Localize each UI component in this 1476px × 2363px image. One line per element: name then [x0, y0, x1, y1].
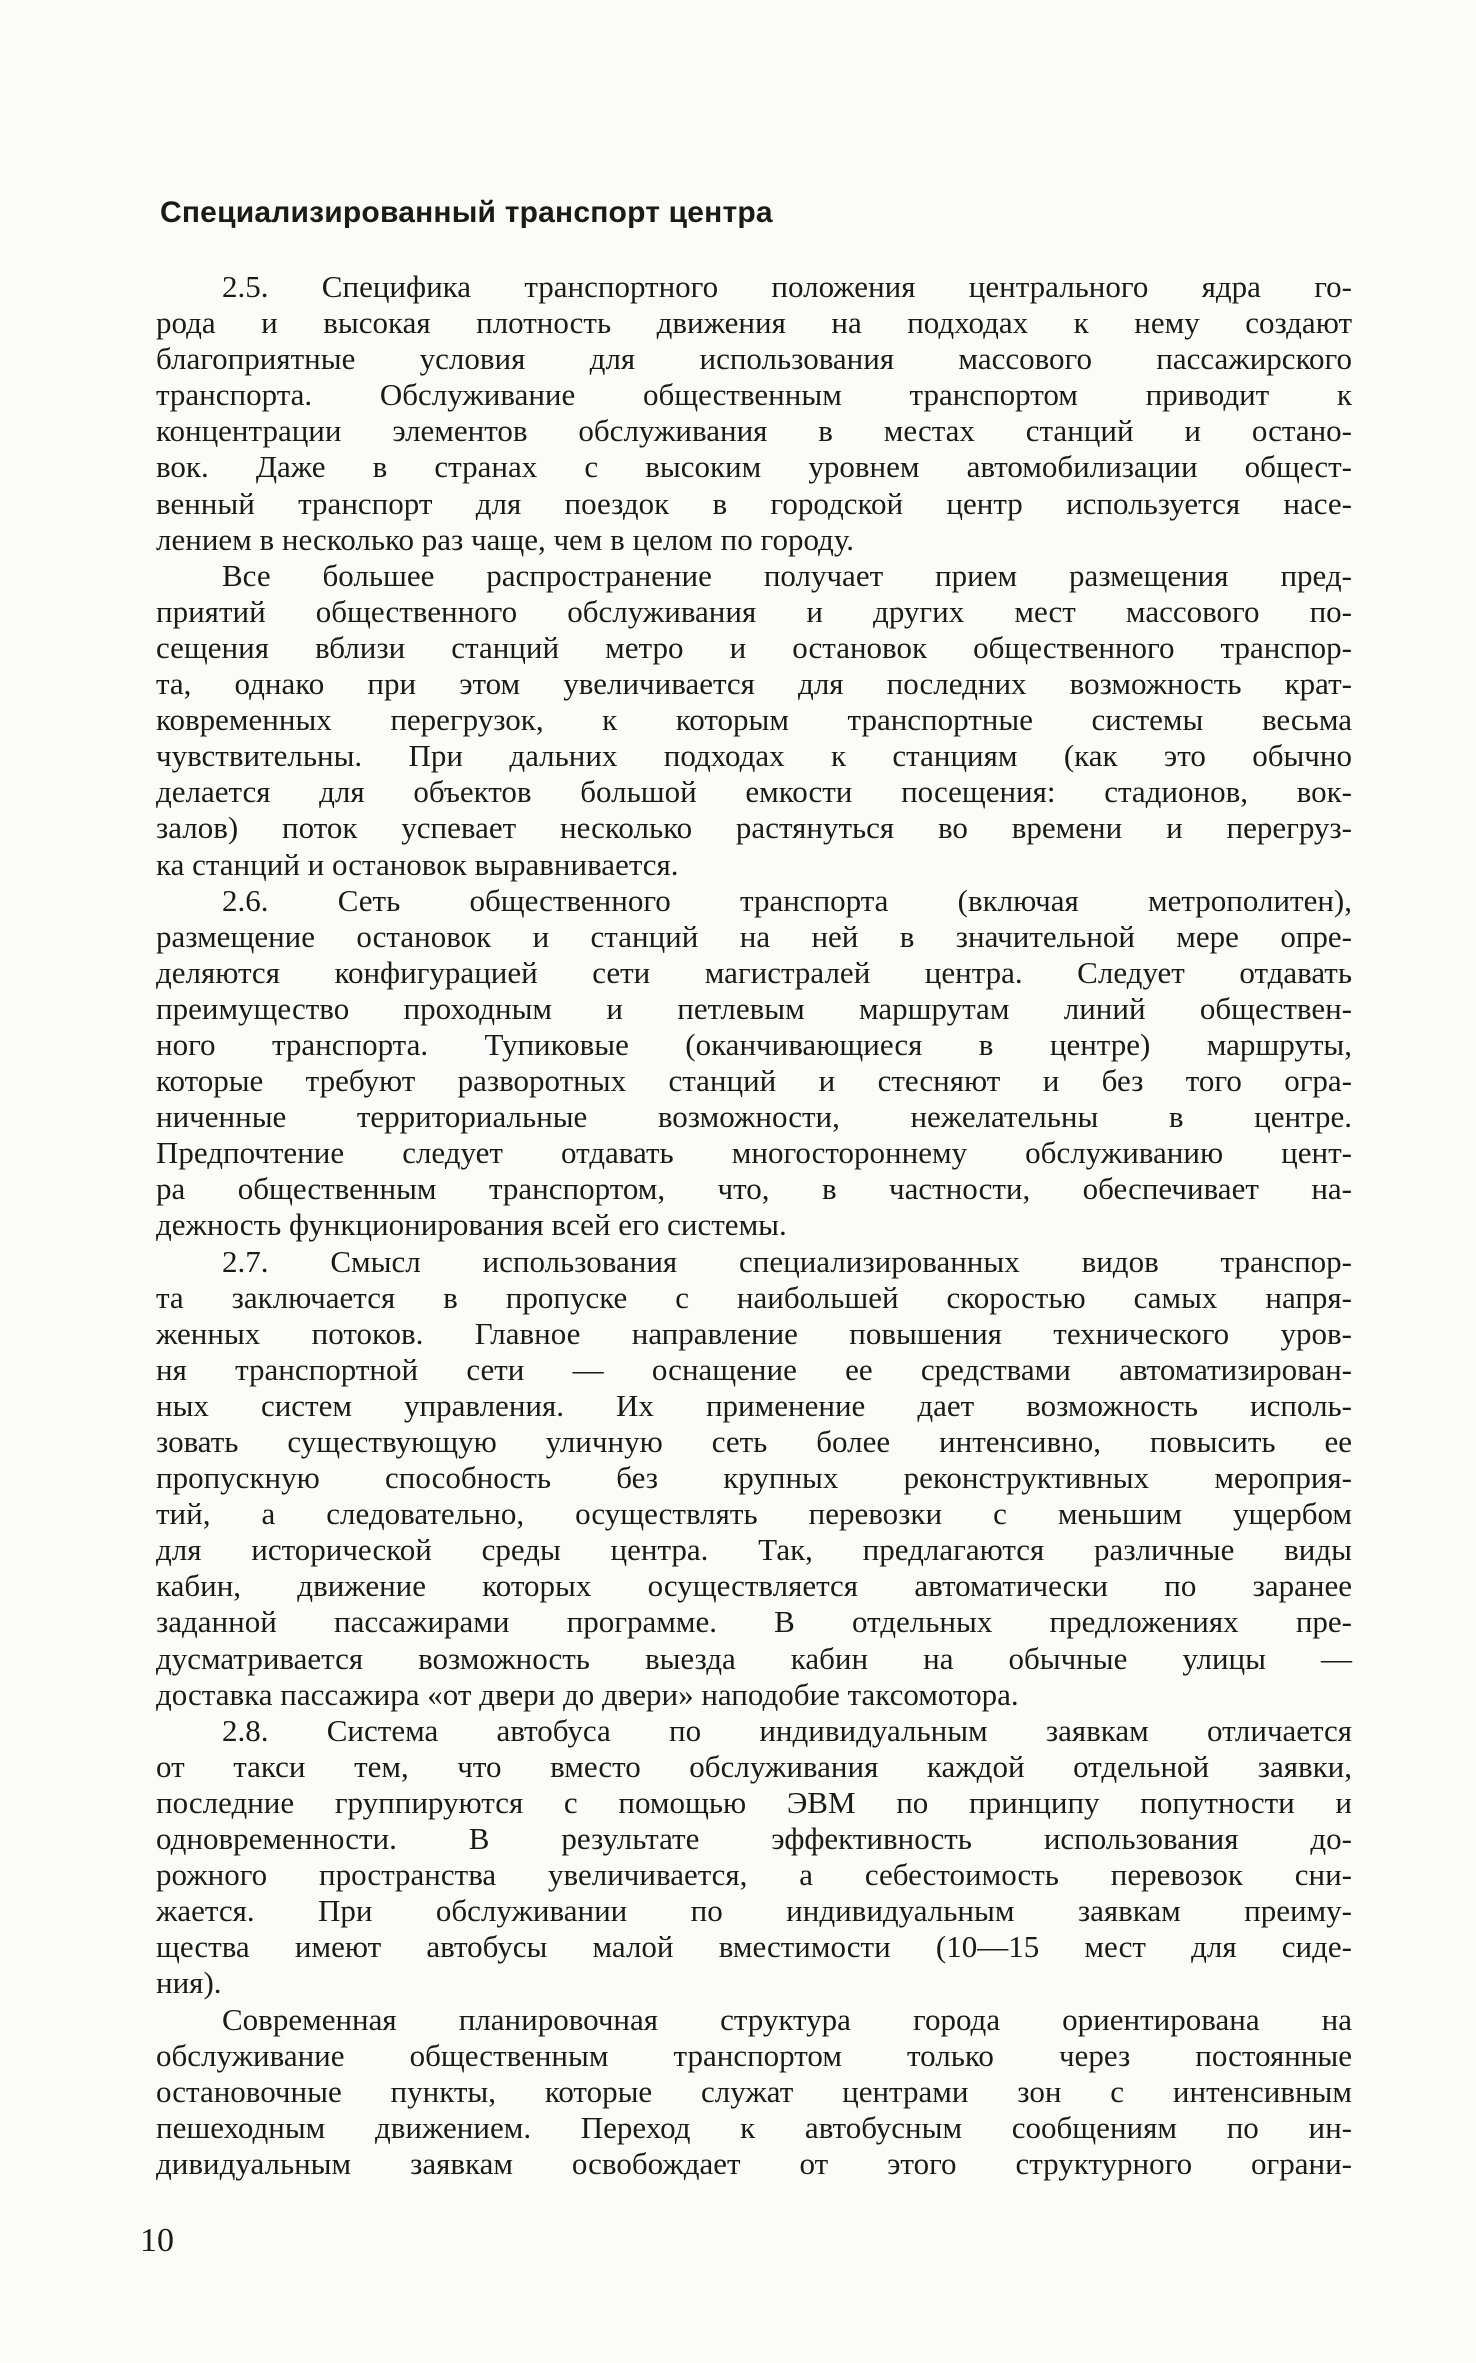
text-line: ниченные территориальные возможности, нежелательны в центре. [156, 1099, 1352, 1135]
text-line: деляются конфигурацией сети магистралей центра. Следует отдавать [156, 954, 1352, 990]
text-line: залов) поток успевает несколько растянуться во времени и перегруз- [156, 810, 1352, 846]
text-line: ня транспортной сети — оснащение ее средствами автоматизирован- [156, 1351, 1352, 1387]
text-line: Все большее распространение получает прием размещения пред- [222, 557, 1352, 593]
page-number: 10 [140, 2222, 174, 2259]
text-line: приятий общественного обслуживания и других мест массового по- [156, 593, 1352, 629]
text-line: заданной пассажирами программе. В отдельных предложениях пре- [156, 1604, 1352, 1640]
text-line: ковременных перегрузок, к которым транспортные системы весьма [156, 702, 1352, 738]
text-line: дивидуальным заявкам освобождает от этого структурного ограни- [156, 2145, 1352, 2181]
text-line: дусматривается возможность выезда кабин на обычные улицы — [156, 1640, 1352, 1676]
body-text [156, 269, 1352, 2182]
text-line: ния). [156, 1965, 222, 2001]
text-line: вок. Даже в странах с высоким уровнем автомобилизации общест- [156, 449, 1352, 485]
text-line: кабин, движение которых осуществляется автоматически по заранее [156, 1568, 1352, 1604]
text-line: щества имеют автобусы малой вместимости (10—15 мест для сиде- [156, 1929, 1352, 1965]
text-line: ка станций и остановок выравнивается. [156, 846, 679, 882]
text-line: Предпочтение следует отдавать многостороннему обслуживанию цент- [156, 1135, 1352, 1171]
text-line: ного транспорта. Тупиковые (оканчивающиеся в центре) маршруты, [156, 1026, 1352, 1062]
text-line: жается. При обслуживании по индивидуальным заявкам преиму- [156, 1893, 1352, 1929]
text-line: та, однако при этом увеличивается для последних возможность крат- [156, 666, 1352, 702]
text-line: делается для объектов большой емкости посещения: стадионов, вок- [156, 774, 1352, 810]
text-line: тий, а следовательно, осуществлять перевозки с меньшим ущербом [156, 1496, 1352, 1532]
text-line: размещение остановок и станций на ней в значительной мере опре- [156, 918, 1352, 954]
text-line: концентрации элементов обслуживания в местах станций и остано- [156, 413, 1352, 449]
text-line: ра общественным транспортом, что, в частности, обеспечивает на- [156, 1171, 1352, 1207]
text-line: та заключается в пропуске с наибольшей скоростью самых напря- [156, 1279, 1352, 1315]
text-line: от такси тем, что вместо обслуживания каждой отдельной заявки, [156, 1748, 1352, 1784]
text-line: рода и высокая плотность движения на подходах к нему создают [156, 305, 1352, 341]
text-line: сещения вблизи станций метро и остановок общественного транспор- [156, 629, 1352, 665]
text-line: одновременности. В результате эффективность использования до- [156, 1821, 1352, 1857]
text-line: которые требуют разворотных станций и стесняют и без того огра- [156, 1063, 1352, 1099]
text-line: пропускную способность без крупных реконструктивных мероприя- [156, 1460, 1352, 1496]
text-line: обслуживание общественным транспортом только через постоянные [156, 2037, 1352, 2073]
text-line: 2.7. Смысл использования специализированных видов транспор- [222, 1243, 1352, 1279]
text-line: 2.8. Система автобуса по индивидуальным заявкам отличается [222, 1712, 1352, 1748]
text-line: пешеходным движением. Переход к автобусным сообщениям по ин- [156, 2109, 1352, 2145]
text-line: чувствительны. При дальних подходах к станциям (как это обычно [156, 738, 1352, 774]
text-line: дежность функционирования всей его системы. [156, 1207, 787, 1243]
text-line: Современная планировочная структура города ориентирована на [222, 2001, 1352, 2037]
section-heading: Специализированный транспорт центра [160, 196, 773, 229]
text-line: рожного пространства увеличивается, а себестоимость перевозок сни- [156, 1857, 1352, 1893]
text-line: венный транспорт для поездок в городской центр используется насе- [156, 485, 1352, 521]
text-line: женных потоков. Главное направление повышения технического уров- [156, 1315, 1352, 1351]
text-line: благоприятные условия для использования массового пассажирского [156, 341, 1352, 377]
text-line: ных систем управления. Их применение дает возможность исполь- [156, 1387, 1352, 1423]
text-line: зовать существующую уличную сеть более интенсивно, повысить ее [156, 1424, 1352, 1459]
text-line: последние группируются с помощью ЭВМ по принципу попутности и [156, 1784, 1352, 1820]
text-line: преимущество проходным и петлевым маршрутам линий обществен- [156, 990, 1352, 1026]
text-line: доставка пассажира «от двери до двери» наподобие таксомотора. [156, 1676, 1019, 1712]
text-line: транспорта. Обслуживание общественным транспортом приводит к [156, 377, 1352, 413]
text-line: лением в несколько раз чаще, чем в целом по городу. [156, 521, 854, 557]
text-line: 2.6. Сеть общественного транспорта (включая метрополитен), [222, 882, 1352, 918]
text-line: для исторической среды центра. Так, предлагаются различные виды [156, 1532, 1352, 1568]
text-line: остановочные пункты, которые служат центрами зон с интенсивным [156, 2073, 1352, 2109]
text-line: 2.5. Специфика транспортного положения центрального ядра го- [222, 269, 1352, 304]
